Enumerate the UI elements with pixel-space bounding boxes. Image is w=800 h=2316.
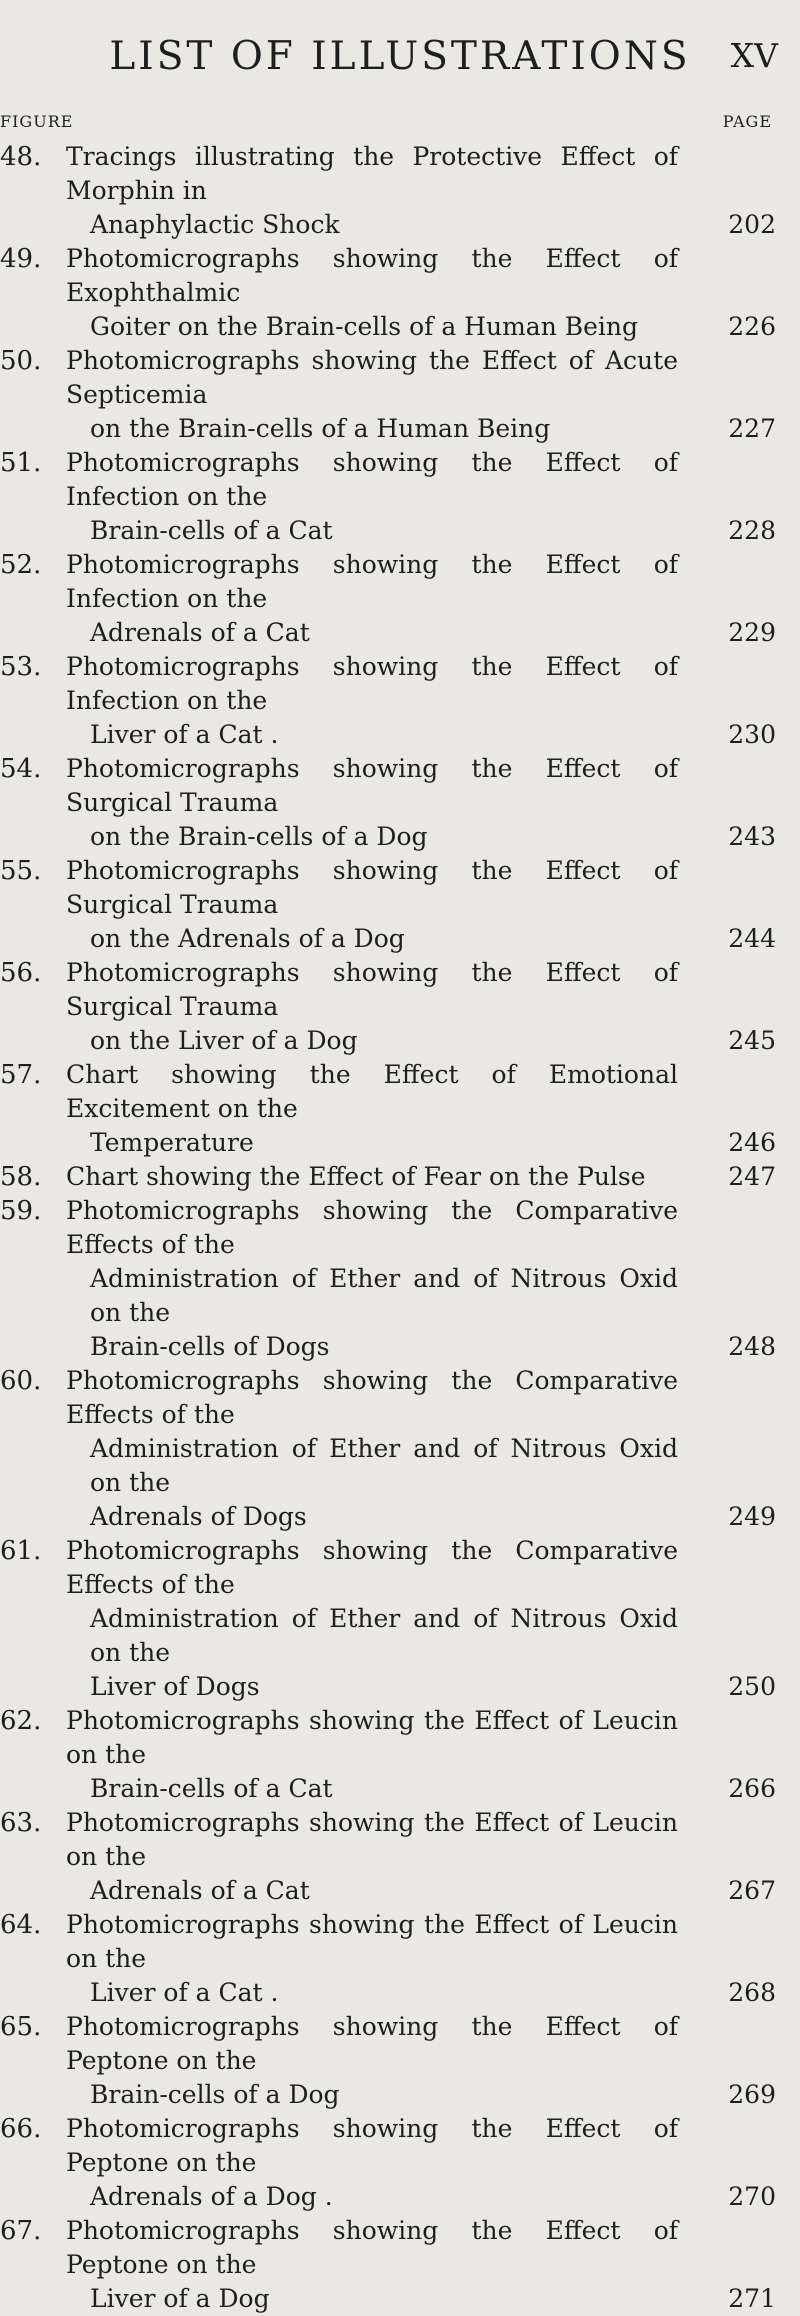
figure-caption — [66, 752, 678, 854]
caption-line: Photomicrographs showing the Effect of Infection on the — [66, 448, 678, 511]
list-item — [0, 1534, 800, 1704]
caption-line: on the Liver of a Dog — [90, 1026, 358, 1055]
caption-line: Adrenals of a Dog . — [90, 2182, 333, 2211]
caption-line: Photomicrographs showing the Effect of Leucin on the — [66, 1808, 678, 1871]
list-item — [0, 1364, 800, 1534]
page-reference: 266 — [728, 1774, 776, 1803]
page-reference: 229 — [728, 618, 776, 647]
figure-caption — [66, 1908, 678, 2010]
figure-number: 51. — [0, 448, 42, 478]
figure-number: 50. — [0, 346, 42, 376]
page-reference: 246 — [728, 1128, 776, 1157]
figure-number: 55. — [0, 856, 42, 886]
figure-number: 65. — [0, 2012, 42, 2042]
figure-number: 60. — [0, 1366, 42, 1396]
figure-number: 59. — [0, 1196, 42, 1226]
list-item — [0, 1194, 800, 1364]
caption-line: Administration of Ether and of Nitrous Oxid on the — [90, 1434, 678, 1497]
figure-number: 49. — [0, 244, 42, 274]
figure-caption — [66, 344, 678, 446]
page-reference: 245 — [728, 1026, 776, 1055]
caption-line: Brain-cells of Dogs — [90, 1332, 330, 1361]
figure-number: 62. — [0, 1706, 42, 1736]
page-reference: 228 — [728, 516, 776, 545]
caption-line: Photomicrographs showing the Effect of Peptone on the — [66, 2114, 678, 2177]
page-reference: 248 — [728, 1332, 776, 1361]
page-reference: 243 — [728, 822, 776, 851]
caption-line: Chart showing the Effect of Fear on the Pulse — [66, 1162, 646, 1191]
caption-line: on the Adrenals of a Dog — [90, 924, 405, 953]
caption-line: Chart showing the Effect of Emotional Excitement on the — [66, 1060, 678, 1123]
page-reference: 250 — [728, 1672, 776, 1701]
caption-line: Photomicrographs showing the Effect of Leucin on the — [66, 1910, 678, 1973]
list-item — [0, 956, 800, 1058]
figure-caption — [66, 1058, 678, 1160]
caption-line: Photomicrographs showing the Comparative Effects of the — [66, 1366, 678, 1429]
caption-line: Liver of a Cat . — [90, 720, 279, 749]
caption-line: Adrenals of a Cat — [90, 1876, 310, 1905]
figure-caption — [66, 2010, 678, 2112]
page-reference: 267 — [728, 1876, 776, 1905]
page-reference: 227 — [728, 414, 776, 443]
figure-caption — [66, 1704, 678, 1806]
list-item — [0, 1908, 800, 2010]
figure-column-label: FIGURE — [0, 112, 74, 131]
caption-line: Photomicrographs showing the Effect of Infection on the — [66, 652, 678, 715]
caption-line: Photomicrographs showing the Effect of Acute Septicemia — [66, 346, 678, 409]
caption-line: Photomicrographs showing the Effect of Infection on the — [66, 550, 678, 613]
figure-number: 52. — [0, 550, 42, 580]
figure-caption — [66, 1806, 678, 1908]
list-item — [0, 650, 800, 752]
list-item — [0, 1160, 800, 1194]
figure-number: 67. — [0, 2216, 42, 2246]
figure-number: 61. — [0, 1536, 42, 1566]
figure-caption — [66, 1364, 678, 1534]
caption-line: Photomicrographs showing the Effect of Surgical Trauma — [66, 958, 678, 1021]
figure-number: 57. — [0, 1060, 42, 1090]
caption-line: Liver of a Cat . — [90, 1978, 279, 2007]
list-item — [0, 1704, 800, 1806]
list-item — [0, 2112, 800, 2214]
figure-number: 66. — [0, 2114, 42, 2144]
figure-caption — [66, 650, 678, 752]
caption-line: on the Brain-cells of a Dog — [90, 822, 428, 851]
list-item — [0, 548, 800, 650]
caption-line: Liver of a Dog — [90, 2284, 270, 2313]
list-item — [0, 344, 800, 446]
caption-line: Administration of Ether and of Nitrous Oxid on the — [90, 1264, 678, 1327]
running-title: LIST OF ILLUSTRATIONS — [109, 34, 691, 79]
figure-number: 64. — [0, 1910, 42, 1940]
list-item — [0, 242, 800, 344]
caption-line: Brain-cells of a Cat — [90, 1774, 333, 1803]
page-reference: 268 — [728, 1978, 776, 2007]
page-header — [0, 34, 800, 94]
figure-caption — [66, 548, 678, 650]
caption-line: Liver of Dogs — [90, 1672, 260, 1701]
page-reference: 247 — [728, 1162, 776, 1191]
caption-line: Adrenals of a Cat — [90, 618, 310, 647]
caption-line: Photomicrographs showing the Effect of Peptone on the — [66, 2012, 678, 2075]
figure-caption — [66, 446, 678, 548]
figure-caption — [66, 242, 678, 344]
figure-caption — [66, 1194, 678, 1364]
figure-caption — [66, 1534, 678, 1704]
list-item — [0, 140, 800, 242]
list-item — [0, 752, 800, 854]
figure-caption — [66, 854, 678, 956]
page-column-label: PAGE — [722, 112, 772, 131]
caption-line: Brain-cells of a Dog — [90, 2080, 340, 2109]
page-number: XV — [730, 36, 778, 75]
caption-line: Administration of Ether and of Nitrous Oxid on the — [90, 1604, 678, 1667]
figure-caption — [66, 2112, 678, 2214]
figure-caption — [66, 140, 678, 242]
figure-number: 48. — [0, 142, 42, 172]
figure-caption — [66, 2214, 678, 2316]
caption-line: Photomicrographs showing the Effect of Surgical Trauma — [66, 754, 678, 817]
page-reference: 202 — [728, 210, 776, 239]
caption-line: on the Brain-cells of a Human Being — [90, 414, 551, 443]
caption-line: Photomicrographs showing the Comparative Effects of the — [66, 1196, 678, 1259]
illustrations-list — [0, 140, 800, 2316]
list-item — [0, 854, 800, 956]
figure-caption — [66, 1160, 678, 1194]
page-reference: 244 — [728, 924, 776, 953]
caption-line: Tracings illustrating the Protective Effect of Morphin in — [66, 142, 678, 205]
page-reference: 270 — [728, 2182, 776, 2211]
figure-number: 58. — [0, 1162, 42, 1192]
caption-line: Anaphylactic Shock — [90, 210, 340, 239]
page-reference: 230 — [728, 720, 776, 749]
list-item — [0, 1058, 800, 1160]
figure-number: 56. — [0, 958, 42, 988]
page-reference: 249 — [728, 1502, 776, 1531]
figure-number: 54. — [0, 754, 42, 784]
list-item — [0, 2214, 800, 2316]
caption-line: Photomicrographs showing the Comparative Effects of the — [66, 1536, 678, 1599]
page-reference: 271 — [728, 2284, 776, 2313]
list-item — [0, 1806, 800, 1908]
caption-line: Brain-cells of a Cat — [90, 516, 333, 545]
list-item — [0, 2010, 800, 2112]
caption-line: Photomicrographs showing the Effect of Leucin on the — [66, 1706, 678, 1769]
caption-line: Temperature — [90, 1128, 254, 1157]
page-reference: 269 — [728, 2080, 776, 2109]
figure-caption — [66, 956, 678, 1058]
caption-line: Photomicrographs showing the Effect of Exophthalmic — [66, 244, 678, 307]
caption-line: Goiter on the Brain-cells of a Human Being — [90, 312, 639, 341]
list-item — [0, 446, 800, 548]
caption-line: Adrenals of Dogs — [90, 1502, 307, 1531]
page-reference: 226 — [728, 312, 776, 341]
caption-line: Photomicrographs showing the Effect of Peptone on the — [66, 2216, 678, 2279]
figure-number: 53. — [0, 652, 42, 682]
caption-line: Photomicrographs showing the Effect of Surgical Trauma — [66, 856, 678, 919]
figure-number: 63. — [0, 1808, 42, 1838]
